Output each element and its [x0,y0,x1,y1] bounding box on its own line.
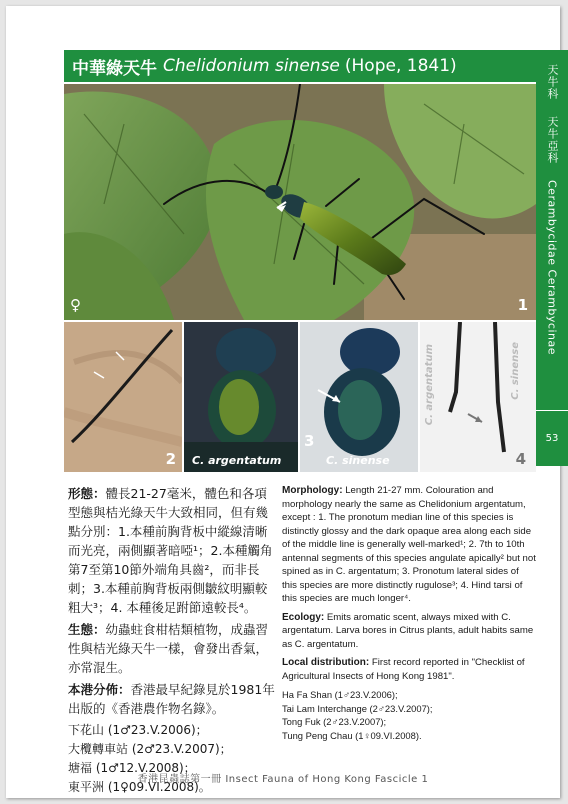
page-number-tab [536,410,568,466]
en-morphology-paragraph [282,484,536,606]
figure-1-number: 1 [517,296,528,314]
caption-c-argentatum: C. argentatum [192,454,282,467]
caption-c-sinense: C. sinense [326,454,390,467]
zh-distribution-heading: 本港分佈： [68,682,131,697]
zh-record-item: 東平洲 (1♀09.VI.2008)。 [68,780,211,794]
antenna-detail-photo [64,322,182,472]
en-record-item: Tai Lam Interchange (2♂23.V.2007); [282,702,433,714]
female-symbol: ♀ [70,296,81,314]
en-record-list [282,688,536,742]
page-footer: 香港昆蟲誌第一冊 Insect Fauna of Hong Kong Fascicle 1 [137,774,429,785]
zh-ecology-paragraph [68,620,278,677]
species-author-year: (Hope, 1841) [344,56,457,76]
zh-distribution-text: 香港最早紀錄見於1981年出版的《香港農作物名錄》。 [68,682,275,716]
argentatum-pronotum-photo [184,322,298,472]
sinense-pronotum-photo [300,322,418,472]
subfamily-label-chinese: 天牛亞科 [546,116,559,164]
en-record-item: Tong Fuk (2♂23.V.2007); [282,716,387,727]
zh-morphology-paragraph [68,484,278,617]
label-c-argentatum-tarsus: C. argentatum [424,344,435,426]
beetle-on-leaf-image [64,84,536,320]
hind-tarsi-photo [420,322,536,472]
figure-3-number: 3 [304,432,315,450]
zh-ecology-text: 幼蟲蛀食柑桔類植物，成蟲習性與桔光綠天牛一樣，會發出香氣，亦常混生。 [68,622,269,675]
book-page [6,6,560,798]
zh-morphology-text: 體長21-27毫米，體色和各項型態與桔光綠天牛大致相同，但有幾點分別：1.本種前胸背板中縱線清晰而光亮，兩側顯著暗啞¹；2.本種觸角第7至第10節外端角具齒²，而非長刺；3.本種前胸背板兩側皺紋明顯較粗大³；4. 本種後足跗節遠較長⁴。 [68,486,273,615]
zh-record-item: 下花山 (1♂23.V.2006)； [68,723,208,737]
en-distribution-paragraph [282,656,536,683]
en-ecology-heading: Ecology: [282,611,325,623]
species-title-bar [64,50,536,82]
pronotum-image-argentatum [184,322,298,472]
label-c-sinense-tarsus: C. sinense [510,342,521,400]
zh-morphology-heading: 形態： [68,486,106,501]
family-label-chinese: 天牛科 [546,64,559,100]
en-record-item: Ha Fa Shan (1♂23.V.2006); [282,689,398,700]
detail-photo-row [64,322,536,472]
zh-record-list [68,721,278,797]
main-specimen-photo [64,84,536,320]
pronotum-image-sinense [300,322,418,472]
en-morphology-heading: Morphology: [282,485,343,496]
chinese-description [68,484,278,797]
zh-distribution-paragraph [68,680,278,718]
zh-record-item: 塘福 (1♂12.V.2008)； [68,761,196,775]
figure-2-number: 2 [165,450,176,468]
en-distribution-heading: Local distribution: [282,657,370,668]
english-description [282,484,536,742]
species-name-chinese: 中華綠天牛 [72,58,157,79]
antenna-image [64,322,182,472]
zh-ecology-heading: 生態： [68,622,106,637]
en-ecology-text: Emits aromatic scent, always mixed with C. argentatum. Larva bores in Citrus plants, adult habits same as C. argentatum. [282,611,534,650]
figure-4-number: 4 [515,450,526,468]
en-record-item: Tung Peng Chau (1♀09.VI.2008). [282,729,422,741]
en-ecology-paragraph [282,611,536,652]
taxonomy-sidebar [536,50,568,410]
species-name-scientific: Chelidonium sinense [163,56,340,76]
page-number: 53 [545,433,559,444]
en-morphology-text: Length 21-27 mm. Colouration and morphology nearly the same as Chelidonium argentatum, except : 1. The pronotum median line of this species is distinctly glossy and the dark opaque area along each side of the middle line is generally well-marked¹; 2. 7th to 10th antennal segments of this species angulate apically² but not spined as in C. argentatum; 3. Pronotum lateral sides of this species are more distinctly rugulose³; 4. Hind tarsi of this species are much longer⁴. [282,485,536,604]
en-distribution-text: First record reported in "Checklist of Agricultural Insects of Hong Kong 1981". [282,657,525,682]
zh-record-item: 大欖轉車站 (2♂23.V.2007)； [68,742,232,756]
taxon-label-latin: Cerambycidae Cerambycinae [545,180,559,356]
